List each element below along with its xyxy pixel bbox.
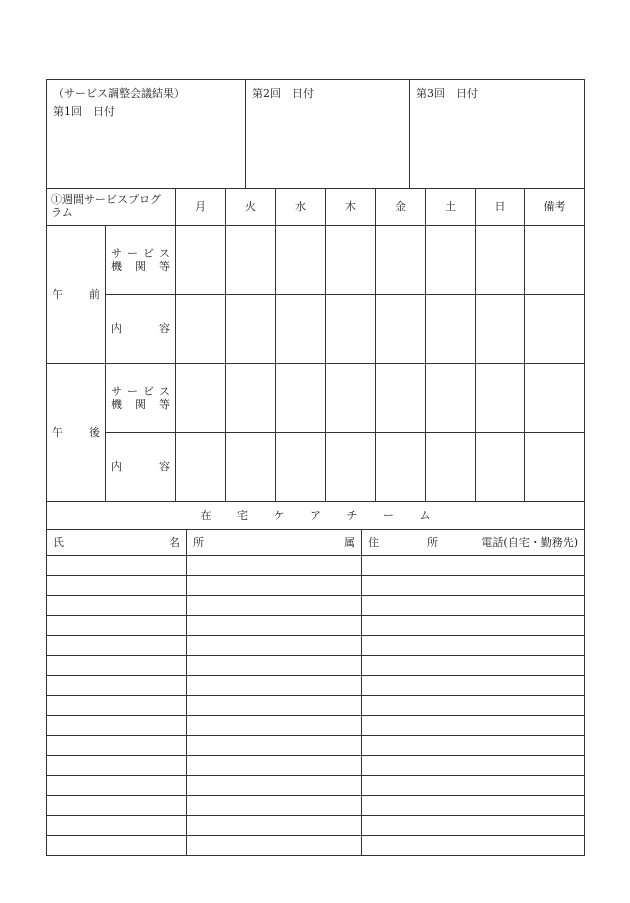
schedule-cell[interactable] bbox=[476, 295, 525, 364]
team-member-row bbox=[47, 716, 585, 736]
schedule-cell[interactable] bbox=[226, 295, 276, 364]
schedule-cell[interactable] bbox=[276, 433, 326, 502]
member-affiliation-cell[interactable] bbox=[187, 736, 362, 756]
meeting-results-label: （サービス調整会議結果） bbox=[53, 87, 185, 100]
schedule-cell[interactable] bbox=[426, 295, 476, 364]
member-affiliation-cell[interactable] bbox=[187, 656, 362, 676]
schedule-cell[interactable] bbox=[176, 364, 226, 433]
content-label: 内 容 bbox=[106, 295, 176, 364]
member-name-cell[interactable] bbox=[47, 796, 187, 816]
member-contact-cell[interactable] bbox=[362, 636, 585, 656]
team-member-row bbox=[47, 776, 585, 796]
member-contact-cell[interactable] bbox=[362, 656, 585, 676]
member-name-cell[interactable] bbox=[47, 816, 187, 836]
team-member-row bbox=[47, 796, 585, 816]
morning-label: 午 前 bbox=[47, 226, 106, 364]
team-member-row bbox=[47, 596, 585, 616]
member-contact-cell[interactable] bbox=[362, 816, 585, 836]
member-name-cell[interactable] bbox=[47, 616, 187, 636]
schedule-cell[interactable] bbox=[276, 364, 326, 433]
team-member-row bbox=[47, 836, 585, 856]
member-name-cell[interactable] bbox=[47, 576, 187, 596]
team-member-row bbox=[47, 696, 585, 716]
schedule-cell[interactable] bbox=[476, 226, 525, 295]
team-member-row bbox=[47, 556, 585, 576]
schedule-cell[interactable] bbox=[376, 295, 426, 364]
weekly-program-label: ①週間サービスプログラム bbox=[47, 189, 176, 226]
schedule-cell[interactable] bbox=[476, 364, 525, 433]
member-affiliation-cell[interactable] bbox=[187, 756, 362, 776]
afternoon-label: 午 後 bbox=[47, 364, 106, 502]
team-member-row bbox=[47, 656, 585, 676]
schedule-cell[interactable] bbox=[525, 364, 585, 433]
member-contact-cell[interactable] bbox=[362, 836, 585, 856]
team-member-row bbox=[47, 736, 585, 756]
phone-header-label: 電話(自宅・勤務先) bbox=[481, 535, 578, 549]
day-header: 火 bbox=[226, 189, 276, 226]
home-care-team-title: 在 宅 ケ ア チ ー ム bbox=[47, 502, 585, 530]
member-name-cell[interactable] bbox=[47, 636, 187, 656]
member-name-cell[interactable] bbox=[47, 716, 187, 736]
meeting-third-date-label: 第3回 日付 bbox=[416, 87, 478, 100]
day-header: 水 bbox=[276, 189, 326, 226]
member-name-cell[interactable] bbox=[47, 696, 187, 716]
schedule-cell[interactable] bbox=[226, 364, 276, 433]
member-contact-cell[interactable] bbox=[362, 676, 585, 696]
schedule-cell[interactable] bbox=[426, 364, 476, 433]
member-affiliation-cell[interactable] bbox=[187, 676, 362, 696]
member-name-cell[interactable] bbox=[47, 676, 187, 696]
team-member-row bbox=[47, 636, 585, 656]
meeting-first-cell[interactable] bbox=[47, 80, 246, 189]
member-name-cell[interactable] bbox=[47, 656, 187, 676]
meeting-second-date-label: 第2回 日付 bbox=[252, 87, 314, 100]
schedule-cell[interactable] bbox=[226, 433, 276, 502]
address-phone-column-header: 住 所 電話(自宅・勤務先) bbox=[362, 530, 585, 556]
meeting-second-cell[interactable] bbox=[246, 80, 410, 189]
schedule-cell[interactable] bbox=[525, 295, 585, 364]
member-contact-cell[interactable] bbox=[362, 736, 585, 756]
team-member-row bbox=[47, 816, 585, 836]
member-name-cell[interactable] bbox=[47, 556, 187, 576]
member-affiliation-cell[interactable] bbox=[187, 816, 362, 836]
member-affiliation-cell[interactable] bbox=[187, 796, 362, 816]
meeting-results-table bbox=[46, 79, 585, 189]
schedule-cell[interactable] bbox=[176, 226, 226, 295]
meeting-first-date-label: 第1回 日付 bbox=[53, 105, 115, 119]
member-contact-cell[interactable] bbox=[362, 576, 585, 596]
schedule-cell[interactable] bbox=[426, 226, 476, 295]
member-name-cell[interactable] bbox=[47, 736, 187, 756]
schedule-cell[interactable] bbox=[376, 364, 426, 433]
schedule-cell[interactable] bbox=[525, 226, 585, 295]
schedule-cell[interactable] bbox=[326, 433, 376, 502]
member-contact-cell[interactable] bbox=[362, 776, 585, 796]
schedule-cell[interactable] bbox=[176, 295, 226, 364]
schedule-cell[interactable] bbox=[326, 295, 376, 364]
member-affiliation-cell[interactable] bbox=[187, 696, 362, 716]
member-affiliation-cell[interactable] bbox=[187, 576, 362, 596]
member-contact-cell[interactable] bbox=[362, 796, 585, 816]
member-contact-cell[interactable] bbox=[362, 556, 585, 576]
member-affiliation-cell[interactable] bbox=[187, 636, 362, 656]
day-header: 金 bbox=[376, 189, 426, 226]
member-affiliation-cell[interactable] bbox=[187, 836, 362, 856]
service-agency-label: サービス 機関等 bbox=[106, 226, 176, 295]
member-contact-cell[interactable] bbox=[362, 716, 585, 736]
schedule-cell[interactable] bbox=[426, 433, 476, 502]
team-member-row bbox=[47, 756, 585, 776]
meeting-third-cell[interactable] bbox=[410, 80, 585, 189]
care-plan-form bbox=[46, 79, 584, 856]
schedule-cell[interactable] bbox=[376, 226, 426, 295]
day-header: 日 bbox=[476, 189, 525, 226]
team-member-row bbox=[47, 576, 585, 596]
member-name-cell[interactable] bbox=[47, 836, 187, 856]
schedule-cell[interactable] bbox=[276, 226, 326, 295]
member-contact-cell[interactable] bbox=[362, 756, 585, 776]
member-affiliation-cell[interactable] bbox=[187, 596, 362, 616]
schedule-cell[interactable] bbox=[226, 226, 276, 295]
member-contact-cell[interactable] bbox=[362, 596, 585, 616]
member-name-cell[interactable] bbox=[47, 776, 187, 796]
schedule-cell[interactable] bbox=[525, 433, 585, 502]
affiliation-column-header: 所 属 bbox=[187, 530, 362, 556]
home-care-team-table bbox=[46, 501, 585, 856]
member-affiliation-cell[interactable] bbox=[187, 556, 362, 576]
name-column-header: 氏 名 bbox=[47, 530, 187, 556]
team-member-row bbox=[47, 676, 585, 696]
day-header: 土 bbox=[426, 189, 476, 226]
schedule-cell[interactable] bbox=[476, 433, 525, 502]
member-name-cell[interactable] bbox=[47, 596, 187, 616]
day-header: 月 bbox=[176, 189, 226, 226]
member-contact-cell[interactable] bbox=[362, 616, 585, 636]
day-header: 木 bbox=[326, 189, 376, 226]
schedule-cell[interactable] bbox=[176, 433, 226, 502]
member-affiliation-cell[interactable] bbox=[187, 616, 362, 636]
member-name-cell[interactable] bbox=[47, 756, 187, 776]
weekly-program-table bbox=[46, 188, 585, 502]
schedule-cell[interactable] bbox=[276, 295, 326, 364]
service-agency-label: サービス 機関等 bbox=[106, 364, 176, 433]
member-affiliation-cell[interactable] bbox=[187, 776, 362, 796]
schedule-cell[interactable] bbox=[326, 364, 376, 433]
schedule-cell[interactable] bbox=[376, 433, 426, 502]
team-member-row bbox=[47, 616, 585, 636]
remarks-header: 備考 bbox=[525, 189, 585, 226]
member-affiliation-cell[interactable] bbox=[187, 716, 362, 736]
content-label: 内 容 bbox=[106, 433, 176, 502]
schedule-cell[interactable] bbox=[326, 226, 376, 295]
member-contact-cell[interactable] bbox=[362, 696, 585, 716]
